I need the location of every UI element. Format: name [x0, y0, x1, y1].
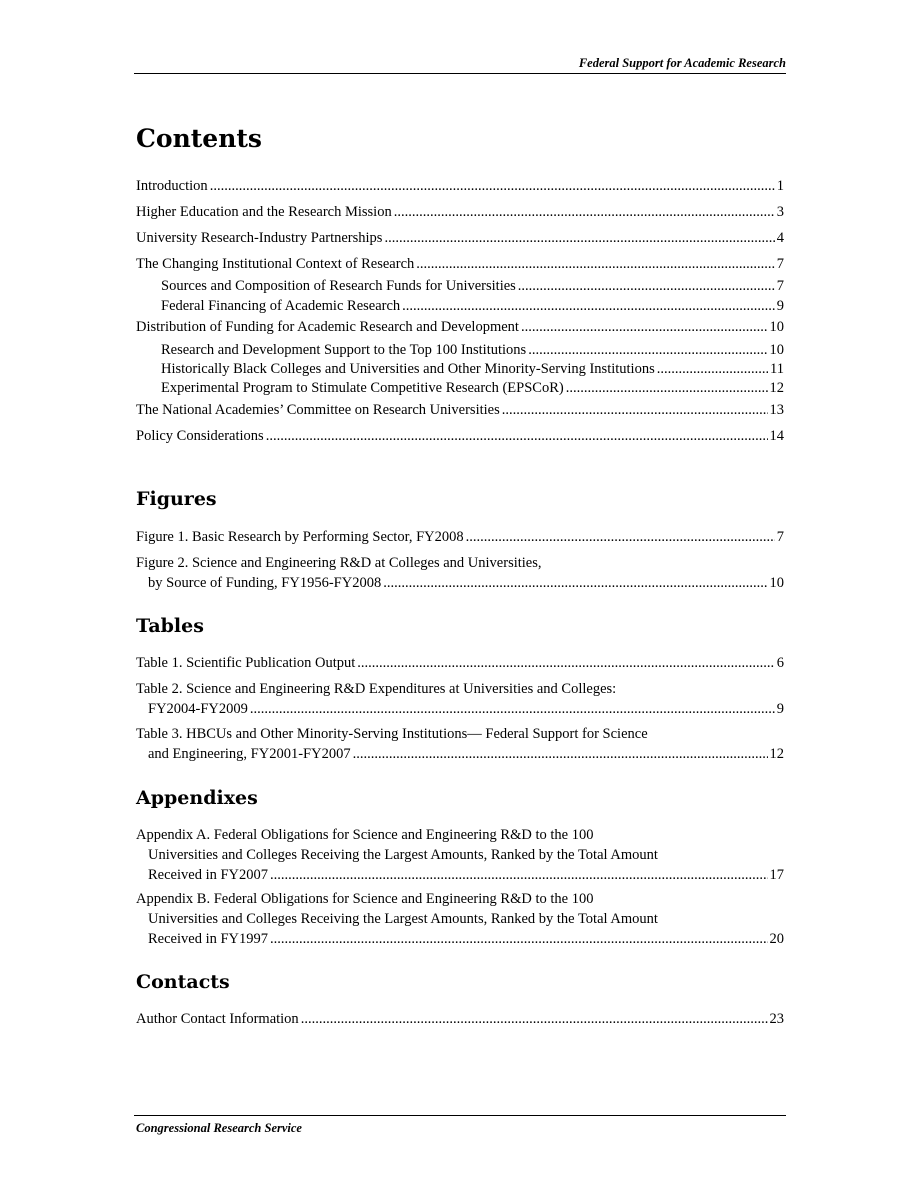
toc-entry-epscor[interactable] [136, 378, 784, 398]
toc-entry-page: 6 [776, 655, 784, 671]
toc-entry-title: Historically Black Colleges and Universities and Other Minority-Serving Institutions [161, 361, 655, 377]
dot-leader [566, 378, 768, 398]
dot-leader [383, 573, 767, 593]
dot-leader [518, 276, 775, 296]
dot-leader [402, 296, 775, 316]
contacts-heading: Contacts [136, 971, 230, 993]
toc-entry-title: Table 1. Scientific Publication Output [136, 655, 356, 671]
toc-entry-title-continued: and Engineering, FY2001-FY2007 [148, 746, 351, 762]
toc-entry-table-2[interactable] [136, 679, 784, 719]
toc-entry-page: 7 [776, 278, 784, 294]
toc-entry-title: Experimental Program to Stimulate Competitive Research (EPSCoR) [161, 380, 564, 396]
toc-entry-page: 3 [776, 204, 784, 220]
contacts-section [136, 971, 784, 993]
toc-entry-title-continued: Received in FY2007 [148, 867, 269, 883]
toc-entry-page: 10 [769, 575, 784, 591]
toc-entry-figure-2[interactable] [136, 553, 784, 593]
running-footer: Congressional Research Service [136, 1121, 302, 1135]
toc-entry-title: Distribution of Funding for Academic Research and Development [136, 319, 519, 335]
footer-rule [134, 1115, 786, 1116]
header-rule [134, 73, 786, 74]
toc-entry-page: 7 [776, 529, 784, 545]
tables-heading: Tables [136, 615, 204, 637]
toc-entry-title: Appendix A. Federal Obligations for Science and Engineering R&D to the 100 [136, 827, 594, 843]
appendixes-heading: Appendixes [136, 787, 258, 809]
toc-entry-page: 7 [776, 256, 784, 272]
toc-entry-title: Sources and Composition of Research Funds for Universities [161, 278, 516, 294]
toc-entry-page: 9 [776, 701, 784, 717]
toc-entry-title: Policy Considerations [136, 428, 264, 444]
toc-entry-title-continued: by Source of Funding, FY1956-FY2008 [148, 575, 382, 591]
toc-entry-introduction[interactable] [136, 176, 784, 196]
toc-entry-title: The Changing Institutional Context of Research [136, 256, 415, 272]
toc-entry-hbcu[interactable] [136, 359, 784, 379]
toc-entry-industry-partnerships[interactable] [136, 228, 784, 248]
dot-leader [521, 317, 768, 337]
toc-entry-title-continued: Universities and Colleges Receiving the Largest Amounts, Ranked by the Total Amount [148, 847, 658, 863]
toc-entry-title: Federal Financing of Academic Research [161, 298, 401, 314]
toc-entry-title: Figure 2. Science and Engineering R&D at Colleges and Universities, [136, 555, 542, 571]
toc-entry-figure-1[interactable] [136, 527, 784, 547]
toc-entry-page: 9 [776, 298, 784, 314]
dot-leader [657, 359, 768, 379]
toc-entry-appendix-b[interactable] [136, 889, 784, 949]
dot-leader [466, 527, 775, 547]
toc-entry-higher-education[interactable] [136, 202, 784, 222]
dot-leader [250, 699, 775, 719]
dot-leader [528, 340, 767, 360]
figures-heading: Figures [136, 488, 217, 510]
figures-section [136, 488, 784, 510]
dot-leader [416, 254, 774, 274]
contents-heading: Contents [136, 124, 263, 153]
toc-entry-page: 13 [769, 402, 784, 418]
toc-entry-appendix-a[interactable] [136, 825, 784, 885]
toc-entry-title: Author Contact Information [136, 1011, 299, 1027]
toc-entry-page: 11 [770, 361, 784, 377]
toc-entry-title: Table 3. HBCUs and Other Minority-Serving Institutions— Federal Support for Science [136, 726, 648, 742]
toc-entry-title: Research and Development Support to the Top 100 Institutions [161, 342, 527, 358]
toc-entry-page: 17 [769, 867, 784, 883]
dot-leader [394, 202, 775, 222]
toc-entry-distribution-funding[interactable] [136, 317, 784, 337]
toc-entry-page: 12 [769, 380, 784, 396]
dot-leader [270, 929, 767, 949]
dot-leader [502, 400, 768, 420]
toc-entry-page: 10 [769, 342, 784, 358]
toc-entry-page: 12 [769, 746, 784, 762]
toc-entry-title: Appendix B. Federal Obligations for Science and Engineering R&D to the 100 [136, 891, 594, 907]
running-header: Federal Support for Academic Research [578, 56, 786, 70]
toc-entry-title-continued: Universities and Colleges Receiving the Largest Amounts, Ranked by the Total Amount [148, 911, 658, 927]
dot-leader [301, 1009, 768, 1029]
toc-entry-policy-considerations[interactable] [136, 426, 784, 446]
toc-entry-top-100[interactable] [136, 340, 784, 360]
toc-entry-title-continued: Received in FY1997 [148, 931, 269, 947]
toc-entry-title: Higher Education and the Research Mission [136, 204, 392, 220]
toc-entry-title: Introduction [136, 178, 208, 194]
toc-entry-title-continued: FY2004-FY2009 [148, 701, 248, 717]
toc-entry-federal-financing[interactable] [136, 296, 784, 316]
dot-leader [270, 865, 767, 885]
appendixes-section [136, 787, 784, 809]
dot-leader [384, 228, 774, 248]
toc-entry-page: 10 [769, 319, 784, 335]
toc-entry-page: 4 [776, 230, 784, 246]
tables-section [136, 615, 784, 637]
toc-entry-title: The National Academies’ Committee on Research Universities [136, 402, 500, 418]
toc-entry-national-academies[interactable] [136, 400, 784, 420]
dot-leader [357, 653, 774, 673]
dot-leader [353, 744, 768, 764]
toc-entry-title: Table 2. Science and Engineering R&D Expenditures at Universities and Colleges: [136, 681, 617, 697]
toc-entry-title: Figure 1. Basic Research by Performing Sector, FY2008 [136, 529, 464, 545]
toc-entry-title: University Research-Industry Partnerships [136, 230, 383, 246]
toc-entry-table-1[interactable] [136, 653, 784, 673]
dot-leader [210, 176, 775, 196]
dot-leader [266, 426, 768, 446]
toc-entry-table-3[interactable] [136, 724, 784, 764]
toc-entry-sources-composition[interactable] [136, 276, 784, 296]
toc-entry-page: 23 [769, 1011, 784, 1027]
toc-entry-page: 14 [769, 428, 784, 444]
toc-entry-page: 20 [769, 931, 784, 947]
toc-entry-page: 1 [776, 178, 784, 194]
toc-entry-institutional-context[interactable] [136, 254, 784, 274]
toc-entry-author-contact[interactable] [136, 1009, 784, 1029]
